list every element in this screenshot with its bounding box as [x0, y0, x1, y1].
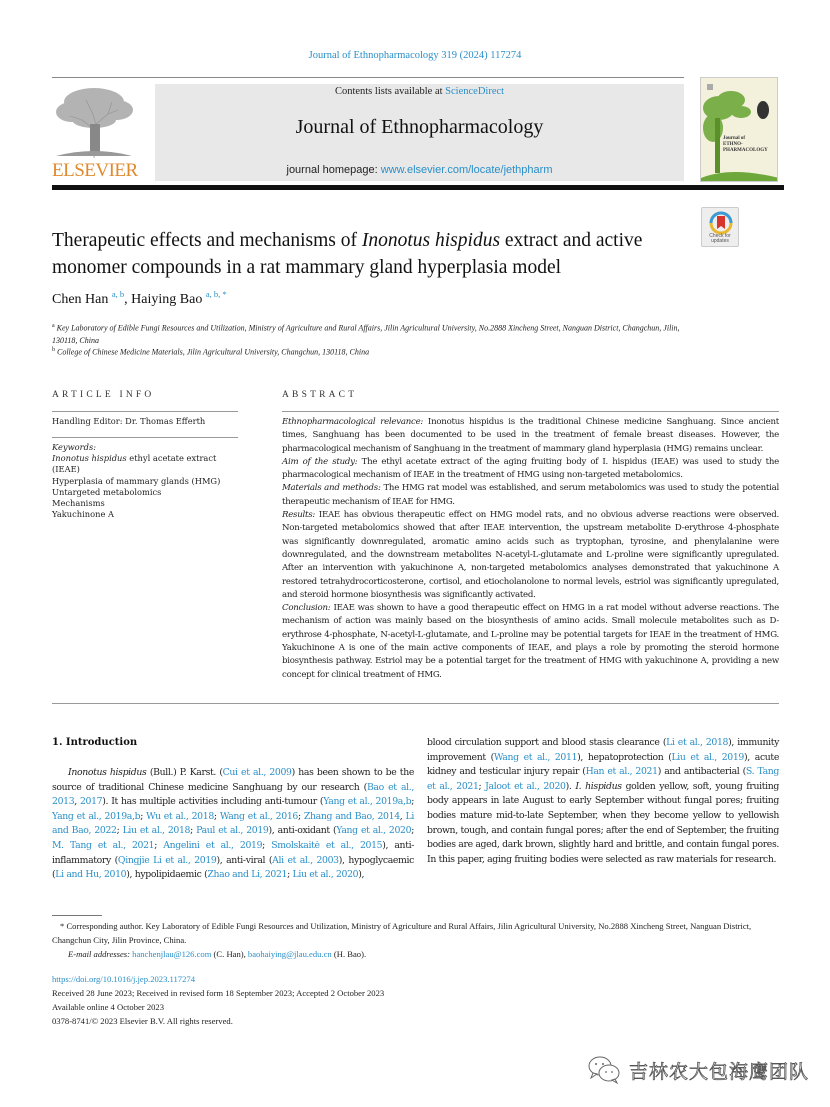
copyright: 0378-8741/© 2023 Elsevier B.V. All rights reserved. — [52, 1016, 233, 1026]
journal-homepage — [155, 164, 684, 176]
citation-link[interactable]: Paul et al., 2019 — [196, 825, 269, 837]
citation-link[interactable]: 2017 — [79, 796, 103, 808]
keywords-block — [52, 442, 242, 520]
email-link[interactable]: hanchenjlau@126.com — [132, 949, 212, 959]
body-text: ) has been shown to be the source of traditional Chinese medicine Sanghuang by our research ( — [52, 767, 414, 793]
keyword-item: Mechanisms — [52, 498, 105, 509]
abstract-section: Ethnopharmacological relevance: Inonotus hispidus is the traditional Chinese medicine Sanghuang. Since ancient times, Sanghuang has been documented to be used in the treatment of female breast diseases. However, the pharmacological mechanism of Sanghuang in the treatment of mammary gland hyperplasia (HMG) remains unclear. — [282, 417, 779, 454]
body-text: ; — [411, 796, 414, 808]
citation-link[interactable]: S. Tang et al., 2021 — [427, 766, 779, 792]
citation-link[interactable]: Yang et al., 2019a,b — [323, 796, 412, 808]
homepage-link[interactable]: www.elsevier.com/locate/jethpharm — [380, 164, 553, 176]
abstract-section: Aim of the study: The ethyl acetate extract of the aging fruiting body of I. hispidus (IEAE) was used to study the pharmacological mechanism of IEAE in the treatment of HMG using non-targeted metabolomics. — [282, 456, 779, 481]
citation-link[interactable]: Smolskaitė et al., 2015 — [271, 839, 383, 851]
italic-term: I. hispidus — [575, 780, 622, 792]
handling-editor: Handling Editor: Dr. Thomas Efferth — [52, 416, 206, 426]
author-list: Chen Han $^{a, b}$, Haiying Bao $^{a, b, *}$ — [52, 289, 227, 307]
body-text: blood circulation support and blood stasis clearance ( — [427, 737, 667, 748]
body-text: ; — [287, 869, 293, 881]
citation-link[interactable]: Angelini et al., 2019 — [163, 839, 263, 851]
body-text: ), anti-inflammatory ( — [52, 839, 414, 866]
citation-link[interactable]: Ali et al., 2003 — [272, 854, 339, 866]
divider — [52, 437, 238, 438]
author-affiliation-mark[interactable]: a, b, * — [205, 289, 227, 299]
citation-link[interactable]: Bao et al., 2013 — [52, 781, 414, 808]
intro-left-column — [52, 766, 414, 883]
divider — [52, 411, 238, 412]
affiliation-b: $^b$ College of Chinese Medicine Materials, Jilin Agricultural University, Changchun, 130118, China — [52, 347, 370, 357]
citation-link[interactable]: Jaloot et al., 2020 — [485, 780, 566, 792]
top-divider — [52, 77, 684, 78]
affiliation-a: $^a$ Key Laboratory of Edible Fungi Resources and Utilization, Ministry of Agriculture and Rural Affairs, Jilin Agricultural University, No.2888 Xincheng Street, Nanguan District, Changchun, Jilin, 130118, China — [52, 323, 680, 345]
citation-link[interactable]: Li et al., 2018 — [666, 737, 729, 748]
elsevier-wordmark[interactable]: ELSEVIER — [52, 160, 138, 181]
wechat-icon — [587, 1055, 621, 1085]
body-text: ), anti-oxidant ( — [268, 825, 337, 837]
crossmark-label: Check for updates — [709, 233, 731, 244]
abstract-section: Conclusion: IEAE was shown to have a good therapeutic effect on HMG in a rat model without adverse reactions. The mechanism of action was mainly based on the biosynthesis of amino acids. Small molecule metabolites such as D-erythrose 4-phosphate, N-acetyl-L-glutamate, and L-proline may be potential targets for IEAE in the treatment of HMG. Yakuchinone A is one of the main active components of IEAE, and plays a role by promoting the steroid hormone biosynthesis pathway. Estriol may be a potential target for the treatment of HMG with yakuchinone A, providing a new concept for clinical treatment of HMG. — [282, 603, 779, 680]
body-text: golden yellow, soft, young fruiting body appears in late August to early September without fungal pores; fruiting bodies mature mid-to-late September, when they become yellow to yellowish brown, tough, and contain fungal pores; after the end of September, the fruiting bodies are aged, dark brown, slightly hard and brittle, and contain fungal pores. In this paper, aging fruiting bodies were selected as raw materials for research. — [427, 780, 779, 865]
body-text: ; — [213, 810, 220, 822]
body-text: (Bull.) P. Karst. ( — [146, 767, 223, 778]
cover-tree-icon — [701, 78, 778, 182]
body-text: ; — [297, 810, 304, 822]
citation-link[interactable]: Liu et al., 2018 — [122, 825, 191, 837]
body-text: ; — [478, 780, 486, 792]
author-name[interactable]: Haiying Bao — [131, 292, 203, 307]
abstract-body — [282, 416, 779, 682]
body-text: ). — [565, 780, 576, 792]
citation-link[interactable]: Wang et al., 2016 — [219, 810, 298, 822]
citation-link[interactable]: Yang et al., 2020 — [336, 825, 412, 837]
divider — [282, 411, 779, 412]
body-text: ), immunity improvement ( — [427, 737, 779, 763]
body-text: , — [74, 796, 80, 808]
contents-availability — [155, 86, 684, 97]
email-addresses: E-mail addresses: hanchenjlau@126.com (C. Han), baohaiying@jlau.edu.cn (H. Bao). — [68, 949, 367, 959]
author-name[interactable]: Chen Han — [52, 292, 109, 307]
citation-link[interactable]: Liu et al., 2020 — [292, 869, 359, 881]
section-heading-introduction: 1. Introduction — [52, 737, 138, 748]
doi-link[interactable]: https://doi.org/10.1016/j.jep.2023.117274 — [52, 974, 195, 984]
wechat-watermark — [587, 1055, 809, 1085]
footnote-divider — [52, 915, 102, 916]
keyword-item: Inonotus hispidus ethyl acetate extract (IEAE) — [52, 453, 217, 475]
abstract-end-divider — [52, 703, 779, 704]
intro-right-column — [427, 736, 779, 867]
citation-link[interactable]: Cui et al., 2009 — [222, 767, 292, 778]
header-thick-divider — [52, 185, 784, 190]
sciencedirect-link[interactable]: ScienceDirect — [445, 86, 505, 97]
journal-title: Journal of Ethnopharmacology — [295, 116, 544, 138]
citation-link[interactable]: Liu et al., 2019 — [671, 751, 744, 763]
journal-cover-thumbnail[interactable] — [700, 77, 778, 182]
corresponding-author-note: * Corresponding author. Key Laboratory of Edible Fungi Resources and Utilization, Ministry of Agriculture and Rural Affairs, Jilin Agricultural University, No.2888 Xincheng Street, Nanguan District, Changchun City, Jilin Province, China. — [52, 921, 752, 945]
citation-link[interactable]: Wang et al., 2011 — [493, 751, 578, 763]
body-text: ; — [262, 839, 272, 851]
abstract-section: Results: IEAE has obvious therapeutic effect on HMG model rats, and no obvious adverse reactions were observed. Non-targeted metabolomics showed that after IEAE intervention, the upstream metabolite D-erythrose 4-phosphate was significantly downregulated, aromatic amino acids such as tryptophan, tyrosine, and phenylalanine were downregulated, and the downstream metabolites N-acetyl-L-glutamate and L-proline were significantly upregulated. After an intervention with yakuchinone A, non-targeted metabolomics analyses demonstrated that yakuchinone A restored tetrahydrocorticosterone, cortisol, and etiocholanolone to normal levels, estriol was significantly upregulated, and steroid hormone biosynthesis was significantly activated. — [282, 510, 779, 600]
keyword-item: Yakuchinone A — [52, 509, 115, 520]
body-text: ; — [411, 825, 414, 837]
citation-link[interactable]: Qingjie Li et al., 2019 — [117, 854, 217, 866]
body-text: ). It has multiple activities including anti-tumour ( — [102, 796, 324, 808]
journal-reference[interactable]: Journal of Ethnopharmacology 319 (2024) 117274 — [308, 50, 522, 61]
paper-title: Therapeutic effects and mechanisms of Inonotus hispidus extract and active monomer compounds in a rat mammary gland hyperplasia model — [52, 230, 643, 278]
watermark-text: 吉林农大包海鹰团队 — [629, 1060, 810, 1083]
keyword-item: Untargeted metabolomics — [52, 486, 162, 497]
body-text: ), hepatoprotection ( — [577, 751, 672, 763]
contents-prefix: Contents lists available at — [334, 86, 446, 97]
received-dates: Received 28 June 2023; Received in revised form 18 September 2023; Accepted 2 October 2023 — [52, 988, 385, 998]
italic-term: Inonotus hispidus — [68, 767, 147, 778]
keywords-label: Keywords: — [52, 442, 97, 452]
body-text: ), hypoglycaemic ( — [52, 854, 414, 881]
citation-link[interactable]: Li and Bao, 2022 — [52, 810, 414, 837]
doi-link-line — [52, 973, 782, 987]
body-text: , — [399, 810, 406, 822]
body-text: ), anti-viral ( — [216, 854, 273, 866]
body-text: ), — [358, 869, 365, 881]
body-text: ; — [116, 825, 123, 837]
body-text: ; — [190, 825, 197, 837]
body-text: ; — [140, 810, 147, 822]
body-text: ), acute kidney and testicular injury repair ( — [427, 751, 779, 778]
email-link[interactable]: baohaiying@jlau.edu.cn — [247, 949, 332, 959]
keyword-item: Hyperplasia of mammary glands (HMG) — [52, 475, 221, 486]
abstract-section: Materials and methods: The HMG rat model was established, and serum metabolomics was used to study the potential therapeutic mechanism of IEAE for HMG. — [282, 483, 779, 507]
body-text: ; — [154, 839, 164, 851]
body-text: ), hypolipidaemic ( — [126, 869, 208, 881]
abstract-heading: ABSTRACT — [282, 390, 358, 400]
citation-link[interactable]: Zhang and Bao, 2014 — [303, 810, 400, 822]
check-for-updates-button[interactable] — [701, 207, 739, 247]
citation-link[interactable]: Yang et al., 2019a,b — [52, 810, 141, 822]
body-text: ) and antibacterial ( — [657, 766, 746, 778]
article-info-heading: ARTICLE INFO — [52, 390, 155, 400]
citation-link[interactable]: Han et al., 2021 — [585, 766, 658, 778]
citation-link[interactable]: Wu et al., 2018 — [146, 810, 214, 822]
author-affiliation-mark[interactable]: a, b — [111, 289, 125, 299]
homepage-prefix: journal homepage: — [286, 164, 381, 176]
cover-title: Journal of ETHNO- PHARMACOLOGY — [723, 136, 768, 153]
citation-link[interactable]: Li and Hu, 2010 — [55, 869, 127, 881]
available-online: Available online 4 October 2023 — [52, 1002, 165, 1012]
citation-link[interactable]: Zhao and Li, 2021 — [207, 869, 288, 881]
citation-link[interactable]: M. Tang et al., 2021 — [52, 839, 155, 851]
